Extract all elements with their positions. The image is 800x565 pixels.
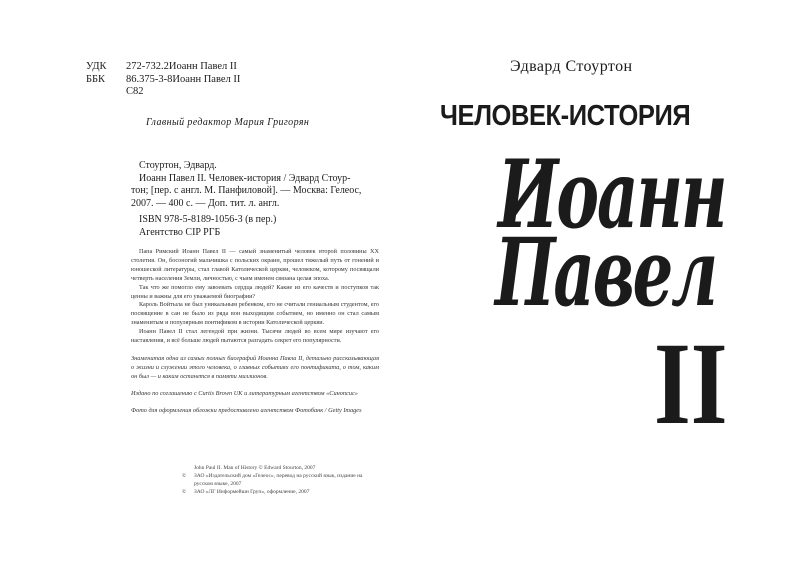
bibliographic-record (131, 160, 377, 210)
book-description (131, 354, 379, 423)
classification-value: 272-732.2Иоанн Павел II (126, 61, 237, 72)
copyright-symbol: © (182, 473, 187, 480)
title-page (400, 0, 800, 565)
biblio-line: тон; [пер. с англ. М. Панфиловой]. — Москва: Гелеос, (131, 185, 362, 196)
copyright-line (182, 464, 382, 472)
classification-value: 86.375-3-8Иоанн Павел II (126, 73, 241, 85)
isbn-block (139, 214, 276, 239)
author-name: Эдвард Стоуртон (510, 58, 633, 75)
annotation-paragraph: Кароль Войтыла не был уникальным ребенком, его не считали гениальным студентом, его посвящение в сан не было из ряда вон выходящим событием, но именно он стал самым знаменитым и популярным понтификом в истории Католической церкви. (131, 301, 379, 327)
isbn: ISBN 978-5-8189-1056-3 (в пер.) (139, 214, 277, 225)
annotation (131, 248, 379, 346)
series-title: ЧЕЛОВЕК-ИСТОРИЯ (440, 100, 691, 132)
biblio-line: Иоанн Павел II. Человек-история / Эдвард Стоур- (139, 172, 351, 184)
classification-row (86, 61, 240, 74)
copyright-line (182, 472, 382, 488)
classification-code: УДК (86, 61, 107, 72)
classification-row (86, 86, 240, 99)
title-roman-numeral: II (654, 318, 728, 449)
biblio-line: 2007. — 400 с. — Доп. тит. л. англ. (131, 197, 280, 209)
annotation-paragraph: Так что же помогло ему завоевать сердца людей? Какие из его качеств и поступков так ценны и важны для его уважаемой биографии? (131, 283, 379, 300)
copyright-symbol: © (182, 489, 187, 496)
photo-credit: Фото для оформления обложки предоставлено агентством Фотобанк / Getty Images (131, 407, 362, 414)
description-paragraph: Знаменитая одна из самых полных биографий Иоанна Павла II, детально рассказывающая о жизни и служении этого человека, о главных событиях его понтификата, о том, каким он был — и каким останется в памяти миллионов. (131, 355, 379, 380)
title-line-2: Павел (495, 218, 717, 328)
copyright-block (182, 464, 382, 496)
classification-code (86, 86, 126, 99)
annotation-paragraph: Папа Римский Иоанн Павел II — самый знаменитый человек второй половины XX столетия. Он, босоногий мальчишка с польских окраин, прошел тяжелый путь от гонений и юношеской литературы, стал главой Католической церкви, человеком, которому посвящали четверть населения Земли, личностью, с чьим именем связана целая эпоха. (131, 248, 379, 282)
copyright-text: John Paul II. Man of History © Edward Stourton, 2007 (194, 465, 316, 471)
classification-block (86, 61, 240, 99)
biblio-line: Стоуртон, Эдвард. (139, 160, 217, 171)
annotation-paragraph: Иоанн Павел II стал легендой при жизни. Тысячи людей во всем мире изучают его наставления, и всё больше людей пытаются разгадать секрет его популярности. (131, 328, 379, 345)
classification-code: ББК (86, 73, 106, 85)
copyright-line (182, 488, 382, 496)
classification-row (86, 74, 240, 87)
chief-editor: Главный редактор Мария Григорян (146, 117, 310, 128)
title-line-1: Иоанн (498, 140, 726, 250)
classification-value: С82 (126, 86, 144, 97)
rights-note: Издано по соглашению с Curtis Brown UK и литературным агентством «Синопсис» (131, 390, 358, 397)
copyright-text: ЗАО «ЛГ Информейшн Груп», оформление, 2007 (194, 489, 310, 496)
cip-agency: Агентство CIP РГБ (139, 226, 221, 238)
copyright-text: ЗАО «Издательский дом «Гелеос», перевод на русский язык, издание на русском языке, 2007 (194, 473, 363, 488)
